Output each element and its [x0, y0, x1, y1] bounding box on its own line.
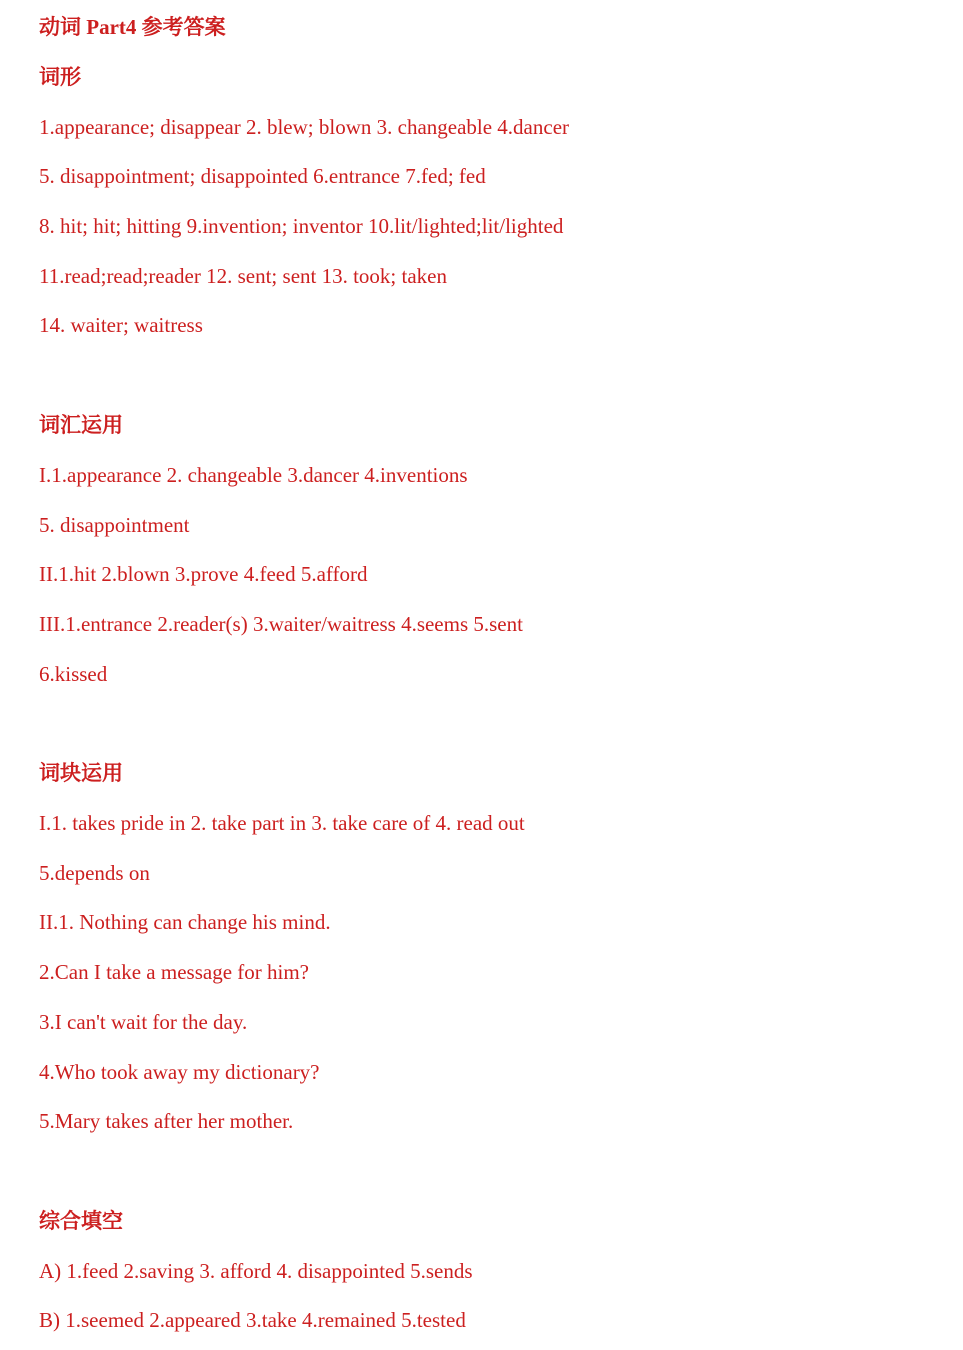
answer-line: A) 1.feed 2.saving 3. afford 4. disappointed 5.sends [39, 1259, 473, 1283]
answer-line: 8. hit; hit; hitting 9.invention; inventor 10.lit/lighted;lit/lighted [39, 214, 564, 238]
answer-line: 5.Mary takes after her mother. [39, 1109, 294, 1133]
answer-line: II.1.hit 2.blown 3.prove 4.feed 5.afford [39, 562, 368, 586]
answer-line: III.1.entrance 2.reader(s) 3.waiter/waitress 4.seems 5.sent [39, 612, 523, 636]
answer-line: I.1.appearance 2. changeable 3.dancer 4.inventions [39, 463, 468, 487]
section-heading-word-forms: 词形 [39, 65, 81, 89]
answer-line: II.1. Nothing can change his mind. [39, 910, 331, 934]
answer-line: 2.Can I take a message for him? [39, 960, 309, 984]
answer-line: 11.read;read;reader 12. sent; sent 13. took; taken [39, 264, 447, 288]
answer-line: 14. waiter; waitress [39, 313, 203, 337]
answer-line: B) 1.seemed 2.appeared 3.take 4.remained 5.tested [39, 1308, 466, 1332]
answer-line: 1.appearance; disappear 2. blew; blown 3. changeable 4.dancer [39, 115, 570, 139]
section-heading-cloze: 综合填空 [39, 1209, 123, 1233]
section-heading-chunk-use: 词块运用 [39, 761, 123, 785]
page-title: 动词 Part4 参考答案 [39, 15, 226, 39]
section-heading-vocabulary-use: 词汇运用 [39, 413, 123, 437]
answer-line: I.1. takes pride in 2. take part in 3. take care of 4. read out [39, 811, 525, 835]
answer-line: 5. disappointment; disappointed 6.entrance 7.fed; fed [39, 164, 486, 188]
answer-line: 3.I can't wait for the day. [39, 1010, 248, 1034]
answer-line: 5.depends on [39, 861, 150, 885]
answer-line: 4.Who took away my dictionary? [39, 1060, 320, 1084]
answer-line: 5. disappointment [39, 513, 190, 537]
answer-line: 6.kissed [39, 662, 108, 686]
